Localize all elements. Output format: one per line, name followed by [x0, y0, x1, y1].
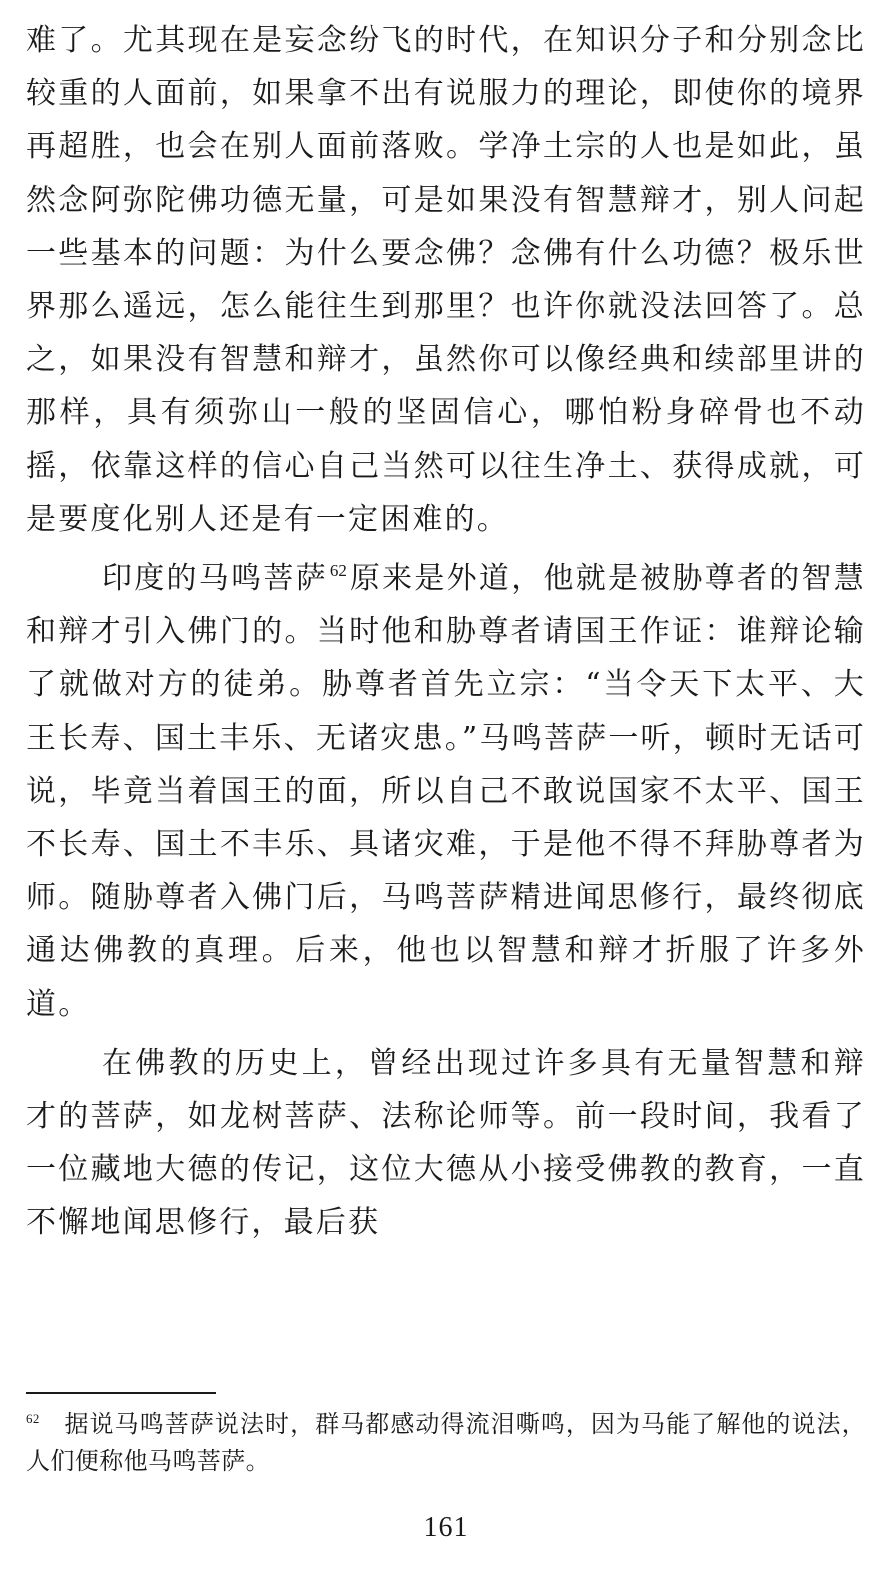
paragraph-1: 难了。尤其现在是妄念纷飞的时代，在知识分子和分别念比较重的人面前，如果拿不出有说服力的理论，即使你的境界再超胜，也会在别人面前落败。学净土宗的人也是如此，虽然念阿弥陀佛功德无量，可是如果没有智慧辩才，别人问起一些基本的问题：为什么要念佛？念佛有什么功德？极乐世界那么遥远，怎么能往生到那里？也许你就没法回答了。总之，如果没有智慧和辩才，虽然你可以像经典和续部里讲的那样，具有须弥山一般的坚固信心，哪怕粉身碎骨也不动摇，依靠这样的信心自己当然可以往生净土、获得成就，可是要度化别人还是有一定困难的。: [26, 23, 866, 537]
main-text: [26, 14, 866, 1250]
footnote-reference[interactable]: 62: [329, 561, 347, 581]
footnote-divider: [26, 1392, 216, 1394]
footnote-number: 62: [26, 1411, 40, 1426]
paragraph-2-start: 印度的马鸣菩萨: [102, 561, 328, 597]
footnote: [26, 1406, 866, 1480]
paragraph-2: [26, 552, 866, 1031]
paragraph-2-rest: 原来是外道，他就是被胁尊者的智慧和辩才引入佛门的。当时他和胁尊者请国王作证：谁辩论输了就做对方的徒弟。胁尊者首先立宗：“当令天下太平、大王长寿、国土丰乐、无诸灾患。”马鸣菩萨一听，顿时无话可说，毕竟当着国王的面，所以自己不敢说国家不太平、国王不长寿、国土不丰乐、具诸灾难，于是他不得不拜胁尊者为师。随胁尊者入佛门后，马鸣菩萨精进闻思修行，最终彻底通达佛教的真理。后来，他也以智慧和辩才折服了许多外道。: [26, 561, 866, 1022]
paragraph-3: 在佛教的历史上，曾经出现过许多具有无量智慧和辩才的菩萨，如龙树菩萨、法称论师等。前一段时间，我看了一位藏地大德的传记，这位大德从小接受佛教的教育，一直不懈地闻思修行，最后获: [26, 1045, 866, 1241]
footnote-text: 据说马鸣菩萨说法时，群马都感动得流泪嘶鸣，因为马能了解他的说法，人们便称他马鸣菩萨。: [26, 1410, 866, 1475]
page-number: 161: [423, 1512, 469, 1543]
